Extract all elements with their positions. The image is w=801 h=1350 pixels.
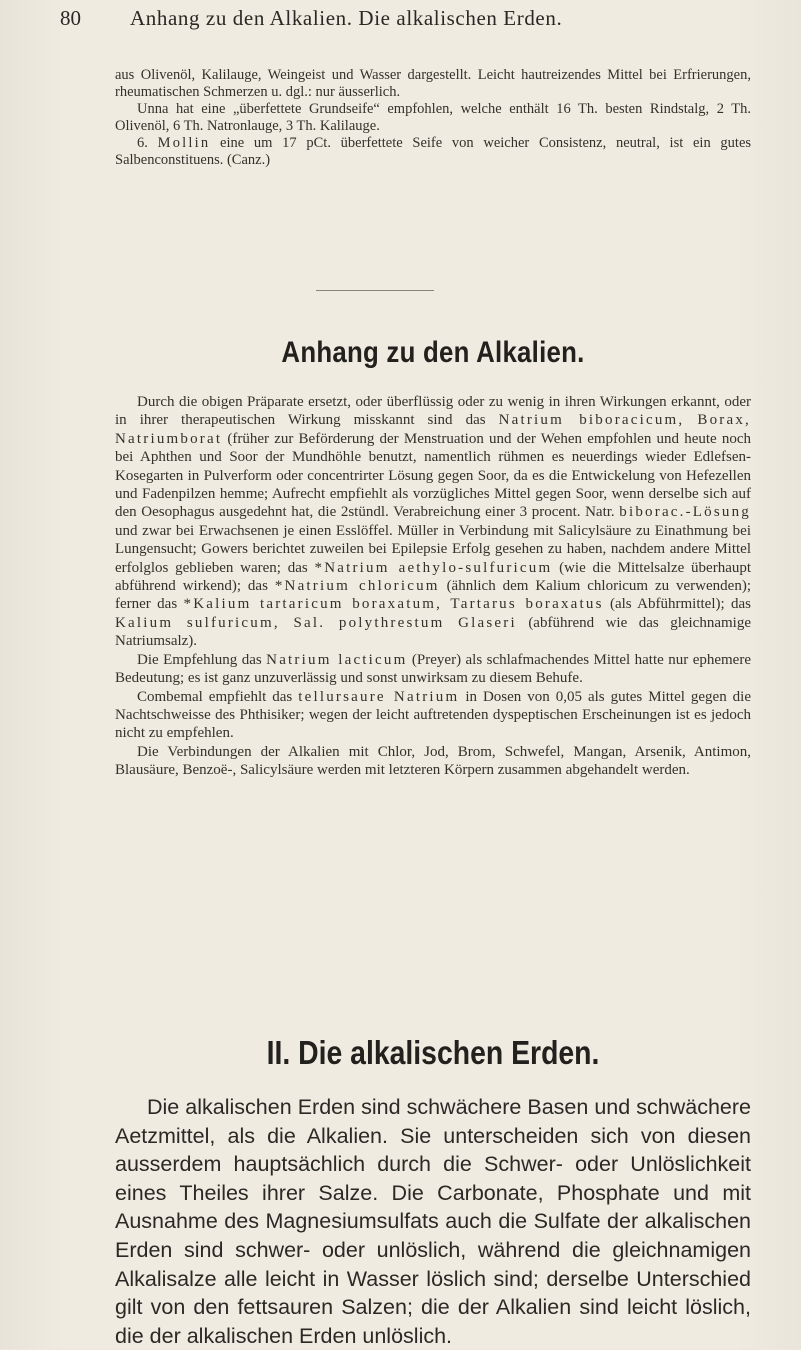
text-run: Combemal empfiehlt das	[137, 688, 293, 705]
section1-paragraph-3	[115, 688, 751, 743]
section1-paragraph-4: Die Verbindungen der Alkalien mit Chlor, Jod, Brom, Schwefel, Mangan, Arsenik, Antimon, Blausäure, Benzoë-, Salicylsäure werden mit letzteren Körpern zusammen abgehandelt werden.	[115, 743, 751, 779]
text-run: (Preyer) als schlafmachendes Mittel hatte nur ephemere Bedeutung; es ist ganz unzuverlässig und sonst unwirksam zu diesem Behufe.	[115, 651, 751, 687]
term-kalium-sulfuricum: Kalium sulfuricum, Sal. polythrestum Glaseri	[115, 614, 517, 631]
section-divider	[316, 290, 434, 291]
section2-paragraph: Die alkalischen Erden sind schwächere Basen und schwächere Aetzmittel, als die Alkalien. Sie unterscheiden sich von diesen ausserdem hauptsächlich durch die Schwer- oder Unlöslichkeit eines Theiles ihrer Salze. Die Carbonate, Phosphate und mit Ausnahme des Magnesiumsulfats auch die Sulfate der alkalischen Erden sind schwer- oder unlöslich, während die gleichnamigen Alkalisalze alle leicht in Wasser löslich sind; derselbe Unterschied gilt von den fettsauren Salzen; die der Alkalien sind leicht löslich, die der alkalischen Erden unlöslich.	[115, 1095, 751, 1348]
section-heading-anhang: Anhang zu den Alkalien.	[281, 336, 585, 369]
section2-body	[115, 1093, 751, 1350]
page-number: 80	[60, 6, 81, 30]
section1-paragraph-2	[115, 651, 751, 688]
mollin-term: Mollin	[157, 135, 211, 151]
text-run: (früher zur Beförderung der Menstruation und der Wehen empfohlen und heute noch bei Aphthen und Soor der Mundhöhle benutzt, namentlich rühmen es neuerdings wieder Edlefsen-Kosegarten in Pulverform oder concentrirter Lösung gegen Soor, da es die Entwickelung von Hefezellen und Fadenpilzen hemme; Aufrecht empfiehlt als vorzügliches Mittel gegen Soor, wenn derselbe sich auf den Oesophagus ausgedehnt hat, die 2stündl. Verabreichung einer 3 procent. Natr.	[115, 430, 752, 521]
text-run: (als Abführmittel); das	[609, 596, 752, 613]
running-header	[60, 6, 750, 36]
section1-body	[115, 393, 751, 780]
term-kalium-tartaricum: *Kalium tartaricum boraxatum, Tartarus boraxatus	[183, 596, 604, 613]
text-run: (wie die Mittelsalze überhaupt abführend wirkend); das	[115, 559, 752, 595]
term-natrium-aethylo-sulfuricum: *Natrium aethylo-sulfuricum	[314, 559, 553, 576]
text-run: Durch die obigen Präparate ersetzt, oder überflüssig oder zu wenig in ihren Wirkungen erkannt, oder in ihrer therapeutischen Wirkung misskannt sind das	[115, 394, 751, 429]
text-run: in Dosen von 0,05 als gutes Mittel gegen die Nachtschweisse des Phthisiker; wegen der leicht auftretenden dyspeptischen Erscheinungen ist es jedoch nicht zu empfehlen.	[115, 688, 752, 742]
term-tellursaure-natrium: tellursaure Natrium	[298, 688, 460, 705]
term-natrium-chloricum: *Natrium chloricum	[274, 578, 440, 595]
text-run: (abführend wie das gleichnamige Natriumsalz).	[115, 614, 751, 650]
section-heading-erden: II. Die alkalischen Erden.	[266, 1034, 600, 1071]
text-run: Die Empfehlung das	[137, 651, 262, 668]
intro-paragraph-2: Unna hat eine „überfettete Grundseife“ empfohlen, welche enthält 16 Th. besten Rindstalg, 2 Th. Olivenöl, 6 Th. Natronlauge, 3 Th. Kalilauge.	[115, 101, 751, 134]
running-title: Anhang zu den Alkalien. Die alkalischen Erden.	[130, 6, 563, 30]
term-natriumborat: Natriumborat	[115, 430, 223, 447]
term-biborac-loesung: biborac.-Lösung	[619, 504, 752, 521]
item-number: 6.	[137, 135, 148, 151]
text-run: (ähnlich dem Kalium chloricum zu verwenden); ferner das	[115, 578, 751, 613]
intro-paragraph-3	[115, 135, 751, 169]
section1-paragraph-1	[115, 393, 751, 651]
text-run: und zwar bei Erwachsenen je einen Esslöffel. Müller in Verbindung mit Salicylsäure zu Einathmung bei Lungensucht; Gowers berichtet zuweilen bei Epilepsie Erfolg gesehen zu haben, nachdem andere Mittel erfolglos geblieben waren; das	[115, 522, 751, 576]
intro-text	[115, 67, 751, 169]
mollin-description: eine um 17 pCt. überfettete Seife von weicher Consistenz, neutral, ist ein gutes Salbenconstituens. (Canz.)	[115, 135, 752, 168]
intro-paragraph-1: aus Olivenöl, Kalilauge, Weingeist und Wasser dargestellt. Leicht hautreizendes Mittel bei Erfrierungen, rheumatischen Schmerzen u. dgl.: nur äusserlich.	[115, 67, 751, 100]
term-natrium-lacticum: Natrium lacticum	[266, 651, 408, 668]
term-borax: Borax,	[697, 412, 751, 429]
term-natrium-biboracicum: Natrium biboracicum,	[498, 412, 685, 429]
